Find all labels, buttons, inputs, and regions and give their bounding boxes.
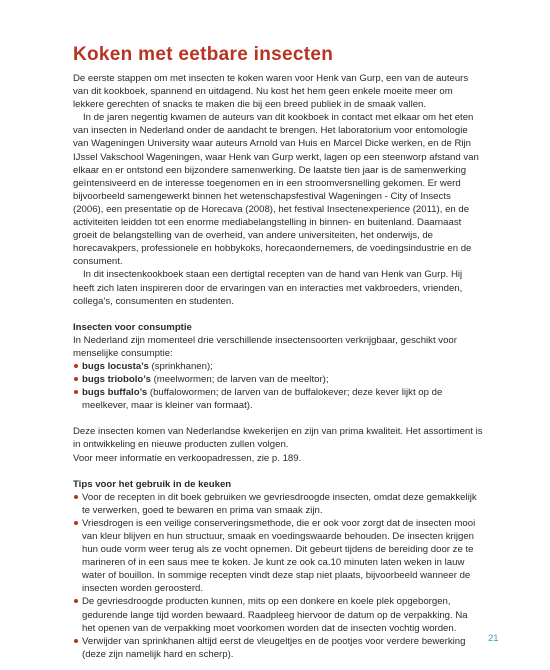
tip-item	[73, 595, 483, 634]
species-desc: (meelwormen; de larven van de meeltor);	[150, 374, 329, 386]
bullet-icon	[74, 495, 78, 499]
consumption-heading: Insecten voor consumptie	[73, 321, 192, 333]
intro-paragraph-1: De eerste stappen om met insecten te koken waren voor Henk van Gurp, een van de auteurs van dit kookboek, spannend en uitdagend. Nu kost het hem geen enkele moeite meer om lekkere gerechten of snacks te maken die bij een breed publiek in de smaak vallen.	[73, 73, 469, 111]
bullet-icon	[74, 639, 78, 643]
tips-list	[73, 491, 483, 661]
intro-paragraph-2: In de jaren negentig kwamen de auteurs van dit kookboek in contact met elkaar om het eten van insecten in Nederland onder de aandacht te brengen. Het laboratorium voor entomologie van Wageningen University waar auteurs Arnold van Huis en Marcel Dicke werken, en de Rijn IJssel Vakschool Wageningen, waar Henk van Gurp werkt, lagen op een steenworp afstand van elkaar en er ontstond een bijzondere samenwerking. De laatste tien jaar is de samenwerking geïntensiveerd en de interesse toegenomen en in een stroomversnelling gekomen. Er werd bijvoorbeeld samengewerkt binnen het wetenschapsfestival Wageningen - City of Insects (2006), een presentatie op de Horecava (2008), het festival Insectenexperience (2011), en de activiteiten leidden tot een enorme mediabelangstelling in binnen- en buitenland. Daarnaast groeit de belangstelling van de overheid, van andere universiteiten, het onderwijs, de horecavakpers, professionele en hobbykoks, horecaondernemers, de voedingsindustrie en de consument.	[73, 112, 479, 268]
intro-paragraph-3: In dit insectenkookboek staan een dertigtal recepten van de hand van Henk van Gurp. Hij heeft zich laten inspireren door de ervaringen van en interacties met vakbroeders, vrienden, collega’s, consumenten en studenten.	[73, 269, 463, 307]
species-list	[73, 360, 483, 412]
bullet-icon	[74, 377, 78, 381]
species-term: bugs triobolo’s	[82, 374, 151, 386]
more-info-note: Voor meer informatie en verkoopadressen, zie p. 189.	[73, 452, 302, 464]
species-item	[73, 373, 483, 386]
page-number: 21	[488, 633, 499, 644]
tip-item	[73, 635, 483, 661]
tip-text: Voor de recepten in dit boek gebruiken we gevriesdroogde insecten, omdat deze gemakkelijk te verwerken, goed te bewaren en prima van smaak zijn.	[82, 491, 477, 516]
bullet-icon	[74, 599, 78, 603]
species-desc: (buffalowormen; de larven van de buffalokever; deze kever lijkt op de meelkever, maar is kleiner van formaat).	[82, 387, 443, 412]
species-desc: (sprinkhanen);	[148, 360, 213, 372]
tip-item	[73, 491, 483, 517]
consumption-note: Deze insecten komen van Nederlandse kwekerijen en zijn van prima kwaliteit. Het assortiment is in ontwikkeling en nieuwe producten zullen volgen.	[73, 426, 483, 451]
body-text	[73, 72, 483, 661]
bullet-icon	[74, 521, 78, 525]
species-item	[73, 360, 483, 373]
tip-text: Vriesdrogen is een veilige conserveringsmethode, die er ook voor zorgt dat de insecten mooi van kleur blijven en hun structuur, smaak en voedingswaarde behouden. De insecten krijgen hun oude vorm weer terug als ze vocht opnemen. Dit gebeurt tijdens de bereiding door ze te marineren of in een saus mee te koken. Je kunt ze ook ca.10 minuten laten weken in lauw water of bouillon. In sommige recepten vindt deze stap niet plaats, bijvoorbeeld wanneer de insecten worden geroosterd.	[82, 517, 476, 595]
page-title: Koken met eetbare insecten	[73, 44, 334, 65]
species-term: bugs locusta’s	[82, 360, 149, 372]
tip-item	[73, 517, 483, 596]
bullet-icon	[74, 390, 78, 394]
tip-text: De gevriesdroogde producten kunnen, mits op een donkere en koele plek opgeborgen, gedurende lange tijd worden bewaard. Raadpleeg hiervoor de datum op de verpakking. Na het openen van de verpakking moet voorkomen worden dat de insecten vochtig worden.	[82, 596, 468, 634]
bullet-icon	[74, 364, 78, 368]
consumption-lead: In Nederland zijn momenteel drie verschillende insectensoorten verkrijgbaar, geschikt voor menselijke consumptie:	[73, 334, 457, 359]
tips-heading: Tips voor het gebruik in de keuken	[73, 478, 232, 490]
tip-text: Verwijder van sprinkhanen altijd eerst de vleugeltjes en de pootjes voor verdere bewerking (deze zijn namelijk hard en scherp).	[82, 635, 466, 660]
species-term: bugs buffalo’s	[82, 387, 148, 399]
species-item	[73, 386, 483, 412]
